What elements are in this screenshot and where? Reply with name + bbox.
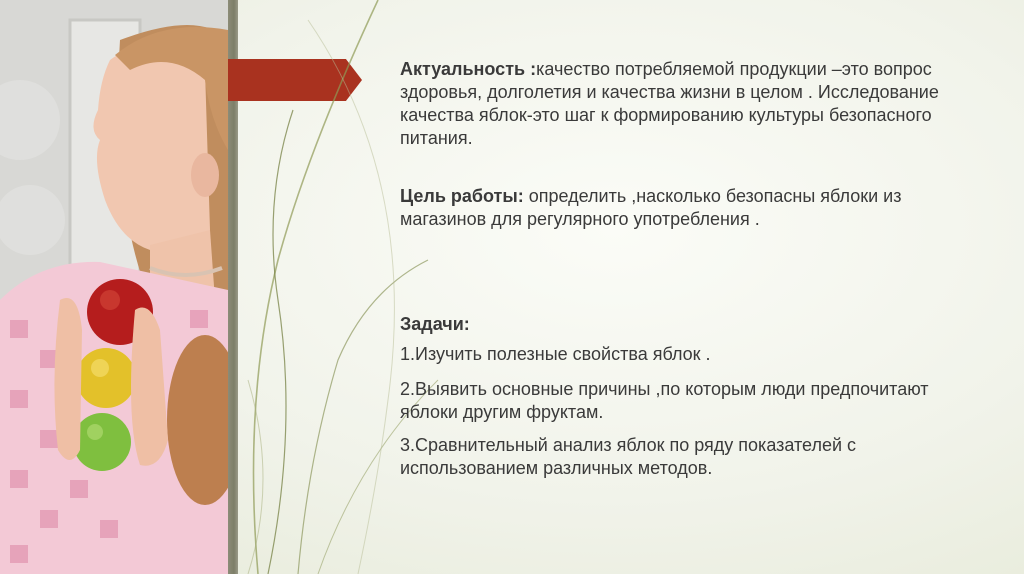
task-item-1: 1.Изучить полезные свойства яблок . <box>400 344 711 364</box>
relevance-text: качество потребляемой продукции –это вопрос здоровья, долголетия и качества жизни в целом . Исследование качества яблок-это шаг к формированию культуры безопасного питания. <box>400 59 939 148</box>
task-item-3: 3.Сравнительный анализ яблок по ряду показателей с использованием различных методов. <box>400 435 857 478</box>
relevance-paragraph <box>400 58 960 150</box>
photo-illustration <box>0 0 228 574</box>
tasks-heading: Задачи: <box>400 314 470 334</box>
goal-paragraph <box>400 185 960 231</box>
relevance-label: Актуальность : <box>400 59 537 79</box>
photo-girl-with-apples <box>0 0 228 574</box>
task-item-2: 2.Выявить основные причины ,по которым люди предпочитают яблоки другим фруктам. <box>400 379 929 422</box>
goal-text: определить ,насколько безопасны яблоки из магазинов для регулярного употребления . <box>400 186 902 229</box>
goal-label: Цель работы: <box>400 186 524 206</box>
